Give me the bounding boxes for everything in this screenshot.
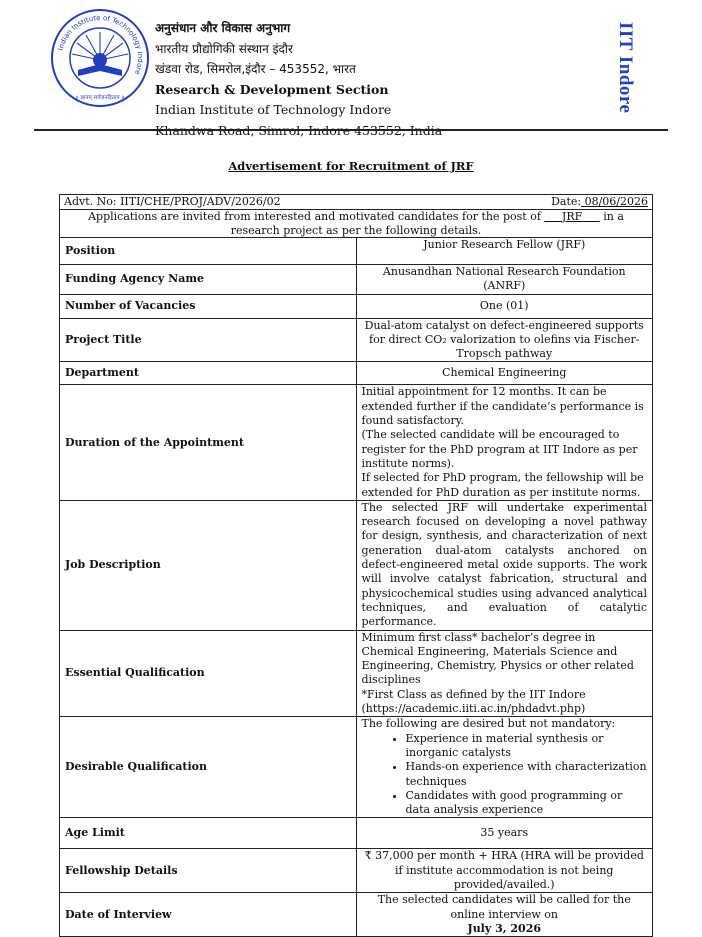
advertisement-title: Advertisement for Recruitment of JRF: [228, 159, 474, 173]
table-row: [60, 385, 653, 500]
interview-label: Date of Interview: [60, 893, 357, 937]
advt-date-value: 08/06/2026: [581, 195, 648, 208]
table-row: [60, 265, 653, 295]
table-row: [60, 818, 653, 849]
duration-label: Duration of the Appointment: [60, 385, 357, 500]
age-limit-value: 35 years: [356, 818, 653, 849]
project-title-label: Project Title: [60, 318, 357, 362]
essential-qualification-value: Minimum first class* bachelor’s degree in Chemical Engineering, Materials Science and Engineering, Chemistry, Physics or other related disciplines *First Class as defined by the IIT Indore (https://academic.iiti.ac.in/phdadvt.php): [356, 630, 653, 717]
table-row: [60, 630, 653, 717]
fellowship-value: ₹ 37,000 per month + HRA (HRA will be provided if institute accommodation is not being provided/availed.): [356, 849, 653, 893]
hindi-address: खंडवा रोड, सिमरोल,इंदौर – 453552, भारत: [155, 62, 356, 77]
list-item: • Candidates with good programming or data analysis experience: [406, 789, 648, 818]
table-row: [60, 294, 653, 318]
post-name: JRF: [561, 210, 583, 223]
iit-indore-logo: [50, 8, 150, 108]
vacancies-label: Number of Vacancies: [60, 294, 357, 318]
logo-ring-text: Indian Institute of Technology Indore: [56, 13, 145, 76]
funding-label: Funding Agency Name: [60, 265, 357, 295]
project-title-value: Dual-atom catalyst on defect-engineered supports for direct CO₂ valorization to olefins via Fischer-Tropsch pathway: [356, 318, 653, 362]
letterhead: [0, 0, 702, 130]
list-item: • Experience in material synthesis or inorganic catalysts: [406, 732, 648, 761]
age-limit-label: Age Limit: [60, 818, 357, 849]
header-divider: [34, 129, 668, 131]
advt-date: Date: 08/06/2026: [551, 195, 648, 208]
funding-value: Anusandhan National Research Foundation (ANRF): [356, 265, 653, 295]
position-value: Junior Research Fellow (JRF): [356, 238, 653, 265]
department-label: Department: [60, 362, 357, 385]
interview-value: The selected candidates will be called for the online interview on July 3, 2026: [356, 893, 653, 937]
essential-qualification-label: Essential Qualification: [60, 630, 357, 717]
hindi-dept-name: अनुसंधान और विकास अनुभाग: [155, 21, 291, 35]
vacancies-value: One (01): [356, 294, 653, 318]
table-row: [60, 362, 653, 385]
list-item: • Hands-on experience with characterization techniques: [406, 760, 648, 789]
desirable-qualification-value: The following are desired but not mandatory: • Experience in material synthesis or inorganic catalysts • Hands-on experience with characterization techniques • Candidates with good programming or data analysis experience: [356, 717, 653, 818]
department-value: Chemical Engineering: [356, 362, 653, 385]
job-description-label: Job Description: [60, 500, 357, 630]
duration-value: Initial appointment for 12 months. It can be extended further if the candidate’s performance is found satisfactory. (The selected candidate will be encouraged to register for the PhD program at IIT Indore as per institute norms). If selected for PhD program, the fellowship will be extended for PhD duration as per institute norms.: [356, 385, 653, 500]
desirable-qualification-label: Desirable Qualification: [60, 717, 357, 818]
table-row-advt-info: [60, 195, 653, 238]
job-description-value: The selected JRF will undertake experimental research focused on developing a novel pathway for design, synthesis, and characterization of next generation dual-atom catalysts anchored on defect-engineered metal oxide supports. The work will involve catalyst fabrication, structural and physicochemical studies using advanced analytical techniques, and evaluation of catalytic performance.: [356, 500, 653, 630]
vertical-brand: [608, 8, 642, 128]
letterhead-text: [155, 18, 442, 142]
logo-motto: ॥ ज्ञानम् सर्वजनहिताय ॥: [75, 95, 125, 101]
institute-name: Indian Institute of Technology Indore: [155, 102, 392, 118]
vertical-brand-text: IIT Indore: [615, 22, 636, 114]
table-row: [60, 500, 653, 630]
recruitment-details-table: [59, 194, 653, 937]
hindi-institute-name: भारतीय प्रौद्योगिकी संस्थान इंदौर: [155, 41, 293, 56]
advt-intro: Applications are invited from interested and motivated candidates for the post of JRF in a research project as per the following details.: [88, 210, 624, 237]
advt-number: Advt. No: IITI/CHE/PROJ/ADV/2026/02: [64, 195, 281, 208]
desirable-list: [362, 732, 648, 818]
table-row: [60, 717, 653, 818]
table-row: [60, 238, 653, 265]
dept-name: Research & Development Section: [155, 81, 389, 97]
fellowship-label: Fellowship Details: [60, 849, 357, 893]
table-row: [60, 893, 653, 937]
table-row: [60, 849, 653, 893]
position-label: Position: [60, 238, 357, 265]
address: [155, 121, 442, 142]
table-row: [60, 318, 653, 362]
interview-date: July 3, 2026: [467, 921, 542, 935]
